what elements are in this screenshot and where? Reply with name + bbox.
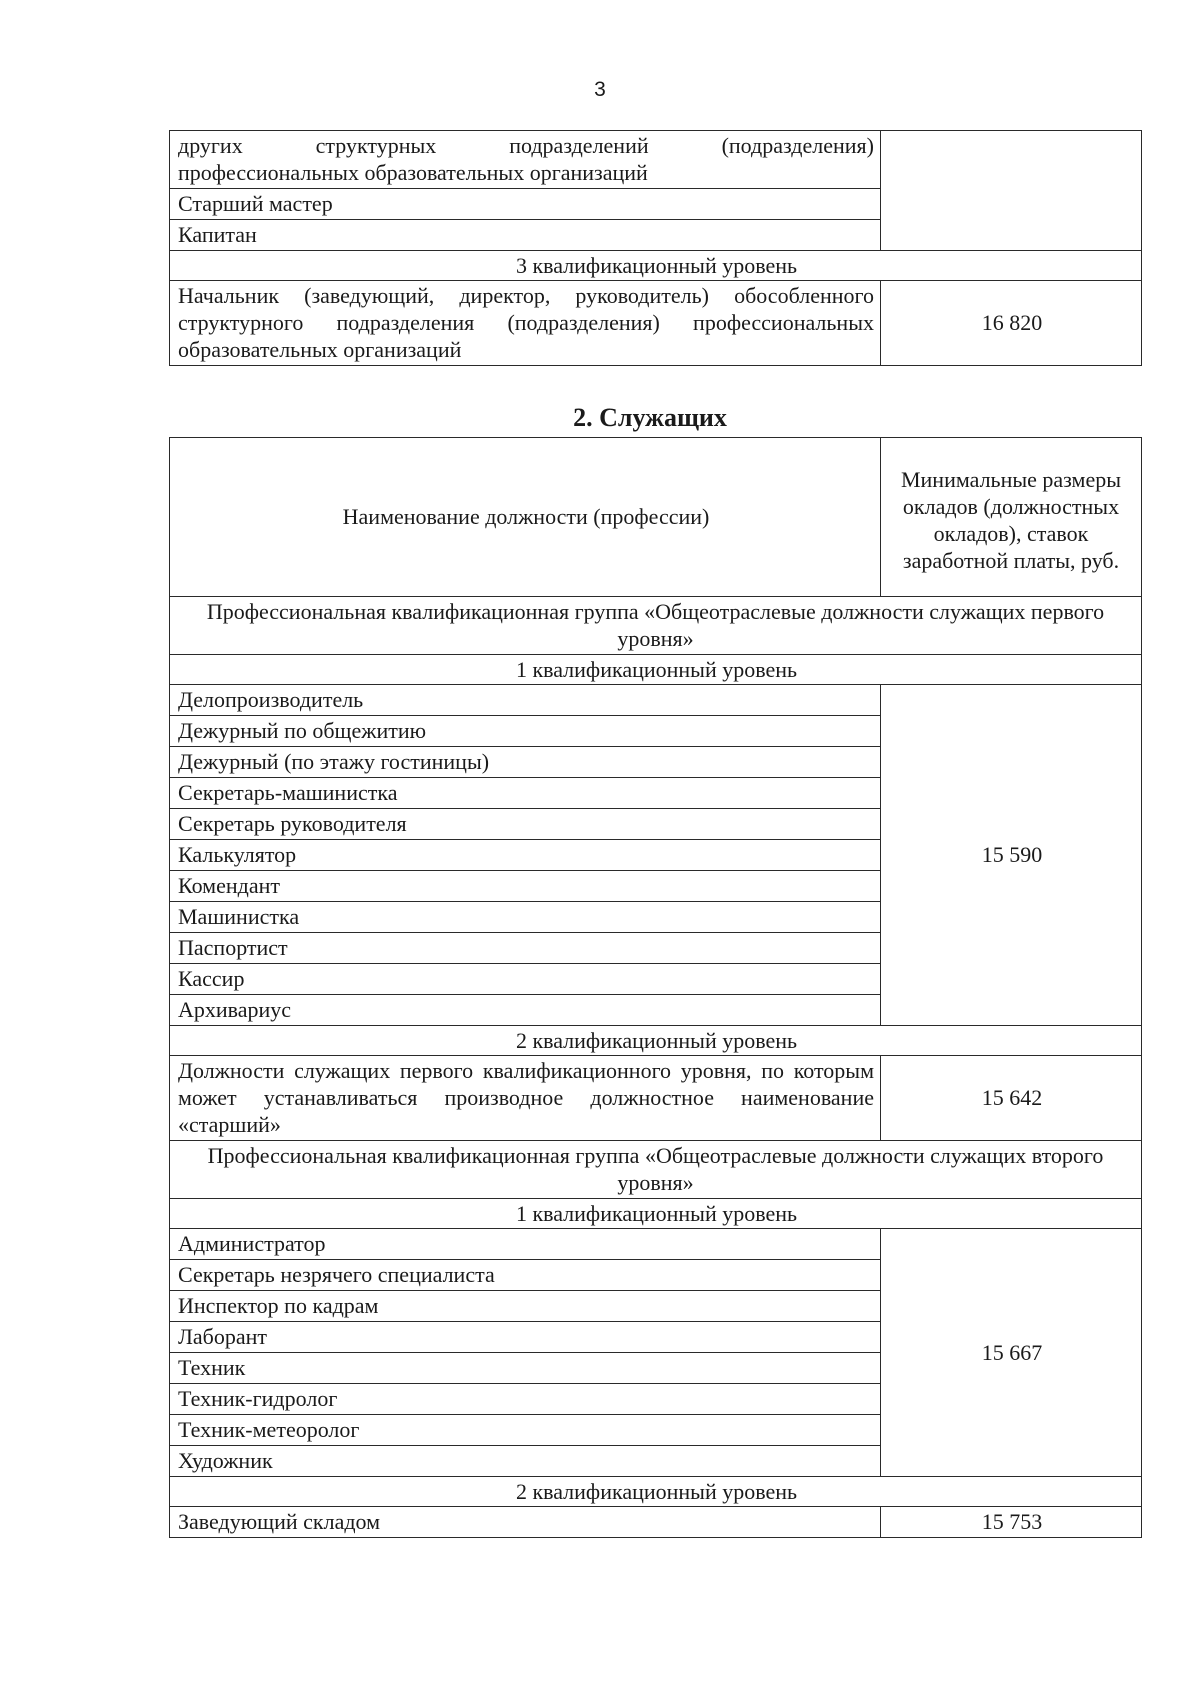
salary-value: 15 642 [881,1056,1142,1141]
position-cell: Начальник (заведующий, директор, руководитель) обособленного структурного подразделения (подразделения) профессиональных образовательных организаций [170,281,881,366]
position-cell: Комендант [170,871,881,902]
position-cell: Техник [170,1353,881,1384]
group-row [170,597,1142,655]
position-text-line: профессиональных образовательных организаций [178,160,648,185]
level-row [170,1199,1142,1229]
group-row [170,1141,1142,1199]
table-row [170,1229,1142,1260]
table-row [170,281,1142,366]
page-number: 3 [594,78,606,101]
position-cell: Дежурный (по этажу гостиницы) [170,747,881,778]
section-title: 2. Служащих [573,403,727,432]
qualification-level-3: 3 квалификационный уровень [170,251,1142,281]
position-cell: Паспортист [170,933,881,964]
column-header-salary: Минимальные размеры окладов (должностных окладов), ставок заработной платы, руб. [881,438,1142,597]
position-cell: Кассир [170,964,881,995]
salary-cell-empty [881,131,1142,251]
qualification-level-1: 1 квалификационный уровень [170,1199,1142,1229]
level-row [170,251,1142,281]
table-row [170,1056,1142,1141]
qualification-group-title: Профессиональная квалификационная группа «Общеотраслевые должности служащих первого уровня» [170,597,1142,655]
position-cell: Капитан [170,220,881,251]
position-cell: Должности служащих первого квалификационного уровня, по которым может устанавливаться производное должностное наименование «старший» [170,1056,881,1141]
position-cell: Секретарь-машинистка [170,778,881,809]
qualification-level-1: 1 квалификационный уровень [170,655,1142,685]
salary-value: 16 820 [881,281,1142,366]
qualification-level-2: 2 квалификационный уровень [170,1477,1142,1507]
position-cell: Калькулятор [170,840,881,871]
position-cell: Секретарь незрячего специалиста [170,1260,881,1291]
table-continuation [169,130,1142,366]
qualification-level-2: 2 квалификационный уровень [170,1026,1142,1056]
position-cell: Техник-гидролог [170,1384,881,1415]
position-cell: Секретарь руководителя [170,809,881,840]
qualification-group-title: Профессиональная квалификационная группа «Общеотраслевые должности служащих второго уровня» [170,1141,1142,1199]
salary-value: 15 590 [881,685,1142,1026]
salary-table-employees [169,437,1142,1538]
position-cell: Художник [170,1446,881,1477]
position-cell: Старший мастер [170,189,881,220]
position-cell: Делопроизводитель [170,685,881,716]
table-row [170,131,1142,189]
position-cell [170,131,881,189]
salary-value: 15 667 [881,1229,1142,1477]
header-row [170,438,1142,597]
position-cell: Лаборант [170,1322,881,1353]
position-cell: Машинистка [170,902,881,933]
position-cell: Техник-метеоролог [170,1415,881,1446]
position-cell: Инспектор по кадрам [170,1291,881,1322]
position-cell: Заведующий складом [170,1507,881,1538]
position-text-line: других структурных подразделений (подразделения) [178,133,874,158]
salary-value: 15 753 [881,1507,1142,1538]
position-cell: Администратор [170,1229,881,1260]
column-header-name: Наименование должности (профессии) [170,438,881,597]
level-row [170,655,1142,685]
level-row [170,1026,1142,1056]
table-row [170,1507,1142,1538]
level-row [170,1477,1142,1507]
position-cell: Архивариус [170,995,881,1026]
position-cell: Дежурный по общежитию [170,716,881,747]
table-row [170,685,1142,716]
